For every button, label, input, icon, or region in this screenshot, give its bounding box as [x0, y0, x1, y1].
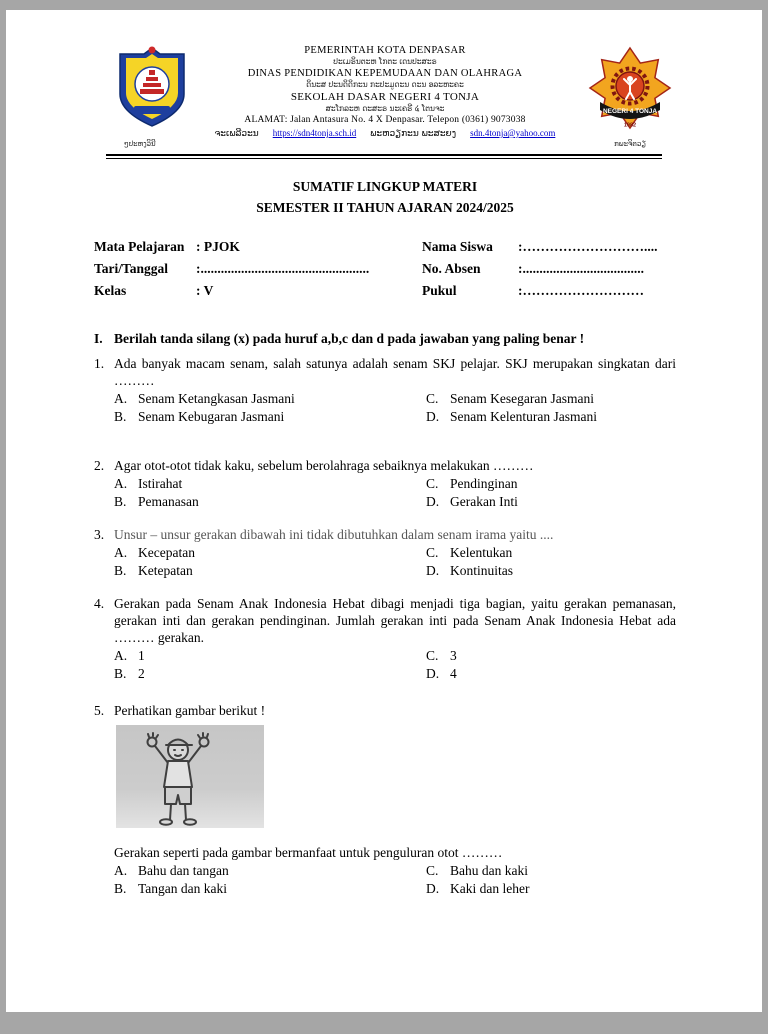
form-row-pukul	[422, 282, 676, 299]
option-b	[114, 880, 426, 898]
form-value: : PJOK	[196, 239, 240, 254]
question-1-body	[114, 355, 676, 425]
form-label: Mata Pelajaran	[94, 239, 185, 254]
option-text: 4	[450, 665, 457, 681]
form-value: :..................................................	[196, 261, 370, 276]
header-government-line: PEMERINTAH KOTA DENPASAR	[304, 45, 466, 56]
option-text: Senam Kesegaran Jasmani	[450, 391, 594, 406]
option-d	[426, 493, 518, 511]
form-label: Tari/Tanggal	[94, 261, 169, 276]
option-text: Kaki dan leher	[450, 880, 530, 896]
question-1-options	[114, 390, 676, 425]
student-info-form	[94, 238, 676, 304]
option-b	[114, 562, 426, 580]
question-5-number: 5.	[94, 703, 105, 718]
form-row-nama-siswa	[422, 238, 676, 255]
form-label: Nama Siswa	[422, 239, 493, 254]
header-department-script-line: ດິນະສ ປະນດິດິກະນ ກະປະມູດະນ ດະນ ອລະຫະຄະ	[306, 80, 464, 89]
option-text: Kecepatan	[138, 545, 195, 560]
option-letter: A.	[114, 863, 128, 878]
option-text: 1	[138, 648, 145, 663]
option-text: Tangan dan kaki	[138, 880, 228, 896]
form-left-column	[94, 238, 422, 304]
option-c	[426, 390, 594, 408]
form-row-kelas	[94, 282, 422, 299]
letterhead-rule-thick	[106, 154, 662, 156]
option-letter: A.	[114, 391, 128, 406]
question-2-options	[114, 475, 676, 510]
emblem-banner-text: NEGERI 4 TONJA	[602, 108, 658, 115]
option-letter: C.	[426, 863, 439, 878]
option-letter: B.	[114, 493, 127, 509]
option-a	[114, 475, 426, 493]
question-5-image	[116, 725, 264, 828]
question-3-number: 3.	[94, 527, 105, 542]
option-text: Bahu dan tangan	[138, 863, 229, 878]
option-letter: B.	[114, 562, 127, 578]
form-right-column	[422, 238, 676, 304]
option-letter: C.	[426, 648, 439, 663]
question-5-text2: Gerakan seperti pada gambar bermanfaat untuk penguluran otot ………	[114, 845, 503, 860]
option-d	[426, 665, 457, 683]
option-text: Ketepatan	[138, 562, 193, 578]
school-crest-logo	[112, 46, 192, 133]
contact-script-a: ຈະເພລີວະນ	[214, 129, 259, 139]
question-3-body	[114, 526, 676, 579]
letterhead	[94, 44, 676, 159]
option-text: Senam Kebugaran Jasmani	[138, 408, 285, 424]
question-4	[94, 595, 676, 682]
option-letter: B.	[114, 408, 127, 424]
option-c	[426, 862, 528, 880]
form-label: Kelas	[94, 283, 127, 298]
email-link[interactable]: sdn.4tonja@yahoo.com	[470, 128, 556, 138]
header-department-line: DINAS PENDIDIKAN KEPEMUDAAN DAN OLAHRAGA	[247, 68, 523, 79]
viewer-canvas	[0, 10, 768, 1034]
question-5	[94, 702, 676, 897]
option-text: Pendinginan	[450, 476, 518, 491]
option-text: 3	[450, 648, 457, 663]
emblem-year-text: 1982	[623, 122, 637, 129]
option-letter: C.	[426, 391, 439, 406]
option-text: Istirahat	[138, 476, 183, 491]
document-page	[6, 10, 762, 1012]
question-4-number: 4.	[94, 596, 105, 611]
contact-script-b: ພະຫວຽກະນ ພະສະຍງ	[370, 129, 457, 139]
option-text: Senam Kelenturan Jasmani	[450, 408, 597, 424]
form-value: :………………………	[518, 283, 644, 298]
question-5-options	[114, 862, 676, 897]
option-text: Bahu dan kaki	[450, 863, 528, 878]
option-d	[426, 880, 529, 898]
question-2-body	[114, 457, 676, 510]
option-text: 2	[138, 665, 145, 681]
option-letter: D.	[426, 665, 440, 681]
option-text: Gerakan Inti	[450, 493, 518, 509]
option-letter: B.	[114, 880, 127, 896]
section-1-instruction: Berilah tanda silang (x) pada huruf a,b,c dan d pada jawaban yang paling benar !	[114, 331, 585, 346]
header-school-script-line: ສະໂກລະຫ ດະສະຣ ນະເຄຣີ ໔ ໂຕນຈະ	[325, 104, 445, 113]
option-text: Senam Ketangkasan Jasmani	[138, 391, 295, 406]
option-c	[426, 647, 457, 665]
option-d	[426, 562, 513, 580]
question-2-text: Agar otot-otot tidak kaku, sebelum berolahraga sebaiknya melakukan ………	[114, 458, 534, 473]
option-c	[426, 544, 512, 562]
letterhead-rule-thin	[106, 158, 662, 159]
form-row-mata-pelajaran	[94, 238, 422, 255]
header-footer-script-line	[94, 140, 676, 149]
question-5-body	[114, 702, 676, 897]
option-letter: D.	[426, 880, 440, 896]
question-4-body	[114, 595, 676, 682]
section-1-heading	[94, 330, 676, 347]
option-letter: D.	[426, 408, 440, 424]
header-address-line: ALAMAT: Jalan Antasura No. 4 X Denpasar. Telepon (0361) 9073038	[244, 115, 526, 125]
option-letter: D.	[426, 562, 440, 578]
option-a	[114, 862, 426, 880]
question-1	[94, 355, 676, 425]
section-1-numeral: I.	[94, 331, 103, 346]
exam-title-line2: SEMESTER II TAHUN AJARAN 2024/2025	[256, 200, 514, 215]
footer-script-right: ກພະຈິຕວຽ	[614, 140, 646, 148]
question-3-options	[114, 544, 676, 579]
question-1-number: 1.	[94, 356, 105, 371]
question-2-number: 2.	[94, 458, 105, 473]
option-b	[114, 493, 426, 511]
form-row-no-absen	[422, 260, 676, 277]
exercise-figure-illustration	[116, 725, 264, 828]
question-3-text: Unsur – unsur gerakan dibawah ini tidak dibutuhkan dalam senam irama yaitu ....	[114, 527, 554, 542]
option-b	[114, 665, 426, 683]
option-text: Kontinuitas	[450, 562, 513, 578]
header-school-name: SEKOLAH DASAR NEGERI 4 TONJA	[290, 91, 480, 103]
question-3	[94, 526, 676, 579]
exam-title-line1: SUMATIF LINGKUP MATERI	[292, 179, 478, 194]
option-b	[114, 408, 426, 426]
option-c	[426, 475, 518, 493]
option-text: Kelentukan	[450, 545, 513, 560]
question-1-text: Ada banyak macam senam, salah satunya adalah senam SKJ pelajar. SKJ merupakan singkatan dari ………	[114, 356, 676, 388]
question-2	[94, 457, 676, 510]
form-value: : V	[196, 283, 214, 298]
form-label: No. Absen	[422, 261, 481, 276]
option-letter: B.	[114, 665, 127, 681]
header-government-script-line: ປະເມຣິນຕະຫ ໂກຕະ ເດນປະສະຣ	[333, 57, 437, 66]
option-a	[114, 647, 426, 665]
negeri-4-tonja-emblem-logo	[588, 46, 672, 135]
option-d	[426, 408, 597, 426]
option-a	[114, 390, 426, 408]
option-letter: D.	[426, 493, 440, 509]
option-a	[114, 544, 426, 562]
website-link[interactable]: https://sdn4tonja.sch.id	[272, 128, 357, 138]
option-letter: A.	[114, 545, 128, 560]
option-letter: A.	[114, 476, 128, 491]
option-text: Pemanasan	[138, 493, 199, 509]
option-letter: A.	[114, 648, 128, 663]
form-row-tari-tanggal	[94, 260, 422, 277]
exam-title	[94, 176, 676, 218]
form-value: :………………………....	[518, 239, 658, 254]
option-letter: C.	[426, 545, 439, 560]
footer-script-left: ໆປະຫງວິນີ	[124, 140, 156, 148]
question-5-text: Perhatikan gambar berikut !	[114, 703, 266, 718]
option-letter: C.	[426, 476, 439, 491]
form-value: :....................................	[518, 261, 644, 276]
question-4-options	[114, 647, 676, 682]
form-label: Pukul	[422, 283, 457, 298]
question-4-text: Gerakan pada Senam Anak Indonesia Hebat dibagi menjadi tiga bagian, yaitu gerakan pemanasan, gerakan inti dan gerakan pendinginan. Jumlah gerakan inti pada Senam Anak Indonesia Hebat ada ……… gerakan.	[114, 596, 676, 645]
